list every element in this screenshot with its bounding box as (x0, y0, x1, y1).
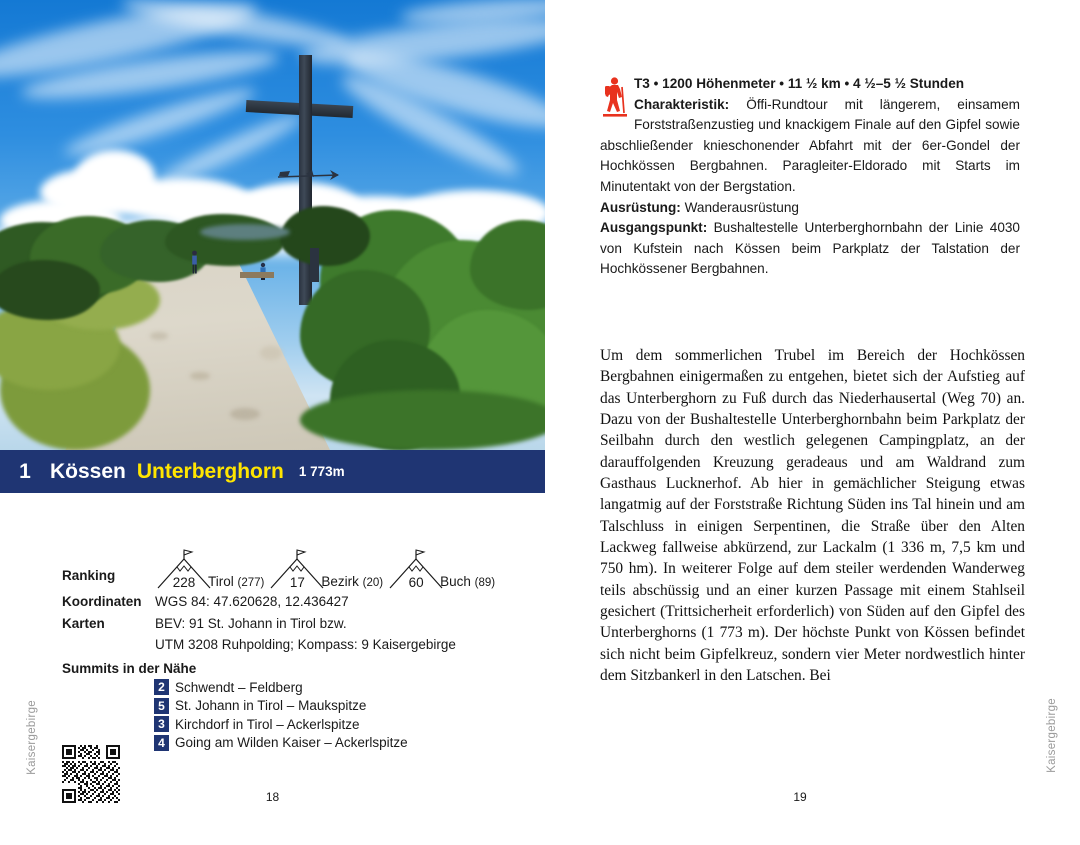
ranking-value: 228 (172, 575, 196, 590)
summits-heading: Summits in der Nähe (62, 661, 197, 676)
side-tab-label: Kaisergebirge (26, 700, 38, 775)
maps-row (62, 613, 532, 655)
page-number: 19 (793, 790, 807, 804)
mountain-icon (155, 547, 213, 591)
summit-badge: 5 (154, 698, 169, 714)
chapter-peak: Unterberghorn (136, 459, 284, 483)
ranking-value: 60 (408, 575, 424, 590)
coordinates-value: WGS 84: 47.620628, 12.436427 (155, 594, 349, 609)
maps-line-2: UTM 3208 Ruhpolding; Kompass: 9 Kaisergebirge (155, 637, 456, 652)
ranking-scope-text: Tirol (208, 574, 234, 589)
ranking-total: (89) (474, 577, 496, 589)
maps-line-1: BEV: 91 St. Johann in Tirol bzw. (155, 616, 347, 631)
coordinates-row (62, 591, 532, 612)
chapter-title-bar (0, 450, 545, 493)
maps-label: Karten (62, 616, 105, 631)
hiker-icon (600, 75, 630, 120)
ranking-scope (321, 574, 383, 591)
summit-photo (0, 0, 545, 450)
ranking-item (268, 547, 383, 591)
info-block (62, 545, 532, 753)
summit-badge: 4 (154, 735, 169, 751)
mountain-icon (387, 547, 445, 591)
ranking-scope (208, 574, 264, 591)
charakteristik-label: Charakteristik: (634, 96, 730, 112)
ranking-total: (20) (362, 577, 384, 589)
list-item[interactable] (154, 698, 532, 714)
list-item[interactable] (154, 735, 532, 751)
tour-summary: T3 • 1200 Höhenmeter • 11 ½ km • 4 ½–5 ½ Stunden (634, 76, 965, 91)
ranking-item (387, 547, 495, 591)
chapter-number: 1 (19, 459, 31, 483)
ausruestung-text: Wanderausrüstung (680, 199, 799, 215)
tour-facts (600, 74, 1020, 280)
right-page (560, 0, 1080, 845)
coordinates-label: Koordinaten (62, 594, 142, 609)
ranking-row (62, 545, 532, 591)
summit-label: Schwendt – Feldberg (175, 679, 303, 695)
chapter-place: Kössen (50, 459, 126, 483)
distant-hiker (190, 250, 199, 276)
ranking-label: Ranking (62, 568, 116, 583)
ranking-scope-text: Bezirk (321, 574, 359, 589)
ranking-scope-text: Buch (440, 574, 471, 589)
ranking-item (155, 547, 264, 591)
summit-label: Going am Wilden Kaiser – Ackerlspitze (175, 735, 408, 750)
ranking-scope (440, 574, 495, 591)
list-item[interactable] (154, 679, 532, 695)
charakteristik-text: Öffi-Rundtour mit längerem, einsamem Forststraßenzustieg und knackigem Finale auf den Gipfel sowie abschließender knieschonender Abfahrt mit der 6er-Gondel der Hochkössen Bergbahnen. Paragleiter-Eldorado mit Starts im Minutentakt von der Bergstation. (600, 96, 1020, 194)
mountain-icon (268, 547, 326, 591)
summit-label: St. Johann in Tirol – Maukspitze (175, 698, 367, 713)
chapter-altitude: 1 773m (298, 464, 345, 479)
terrain (0, 230, 545, 450)
summit-label: Kirchdorf in Tirol – Ackerlspitze (175, 716, 360, 732)
ausruestung-label: Ausrüstung: (600, 199, 681, 215)
route-description: Um dem sommerlichen Trubel im Bereich der Hochkössen Bergbahnen einigermaßen zu entgehen, bietet sich der Aufstieg auf das Unterberghorn zu Fuß durch das Niederhausertal (Weg 70) an. Dazu von der Bushaltestelle Unterberghornbahn beim Parkplatz der Seilbahn durch den westlich gelegenen Campingplatz, an der darauffolgenden Kreuzung geradeaus und am Waldrand zum Gasthaus Lucknerhof. Ab hier in gemächlicher Steigung etwas langatmig auf der Forststraße Richtung Süden ins Tal hinein und am Talschluss in einigen Serpentinen, die Straße über den Alten Lackweg fallweise abkürzend, zur Lackalm (1 336 m, 7,5 km und 750 hm). In weiterer Folge auf dem steiler werdenden Wanderweg teils abschüssig und an einer kurzen Passage mit einem Stahlseil gesichert (Trittsicherheit erforderlich) von Süden auf den Gipfel des Unterberghorns (1 773 m). Der höchste Punkt von Kössen befindet sich nicht beim Gipfelkreuz, sondern vier Meter nordwestlich hinter dem Sitzbankerl in den Latschen. Bei (600, 347, 1025, 685)
summit-badge: 3 (154, 716, 169, 732)
ranking-value: 17 (289, 575, 305, 590)
weathervane-icon (276, 168, 340, 184)
page-number: 18 (265, 790, 280, 804)
side-tab-label: Kaisergebirge (1046, 698, 1058, 773)
signpost (310, 248, 319, 282)
ranking-total: (277) (237, 577, 265, 589)
summit-badge: 2 (154, 679, 169, 695)
ausgangspunkt-text: Bushaltestelle Unterberghornbahn der Linie 4030 von Kufstein nach Kössen beim Parkplatz der Talstation der Hochkössener Bergbahnen. (600, 220, 1020, 277)
ausgangspunkt-label: Ausgangspunkt: (600, 220, 708, 236)
bench (240, 272, 274, 278)
list-item[interactable] (154, 716, 532, 732)
